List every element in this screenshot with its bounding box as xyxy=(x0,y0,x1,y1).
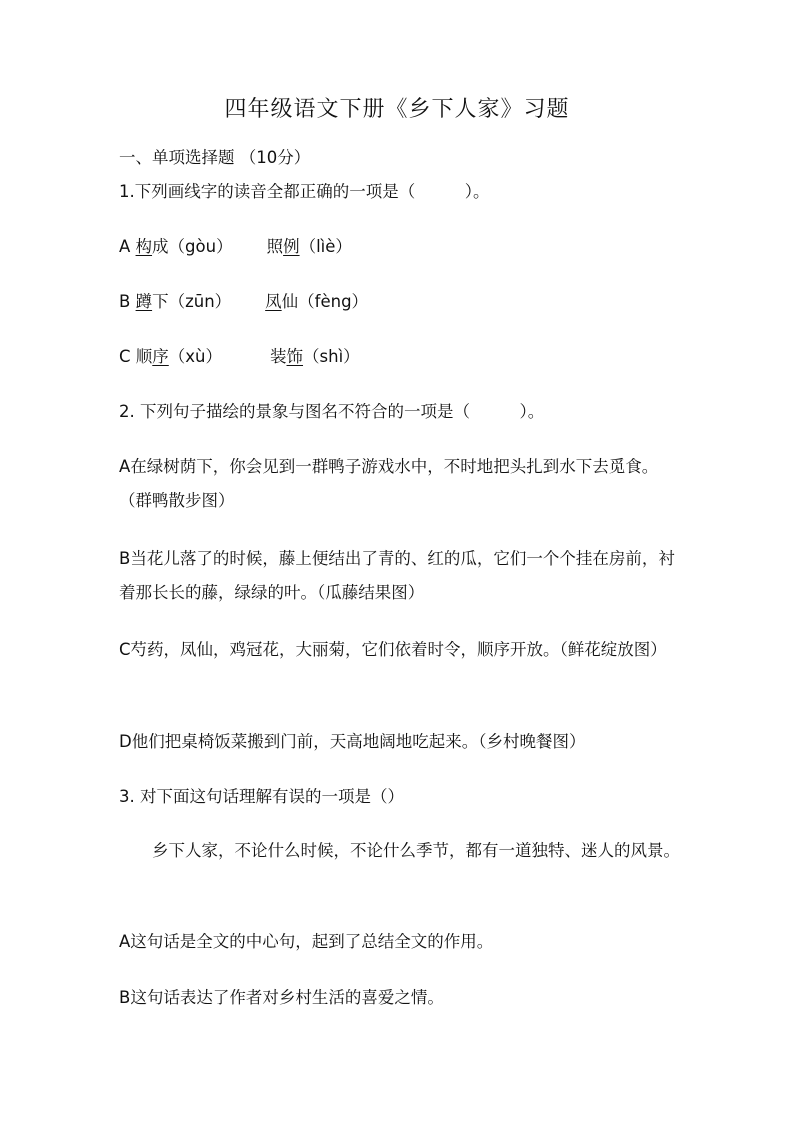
question-1-option-c: C 顺序（xù） 装饰（shì） xyxy=(119,347,360,366)
page-title: 四年级语文下册《乡下人家》习题 xyxy=(224,97,570,122)
question-3-quote: 乡下人家，不论什么时候，不论什么季节，都有一道独特、迷人的风景。 xyxy=(152,841,680,860)
question-3-option-b: B这句话表达了作者对乡村生活的喜爱之情。 xyxy=(119,988,444,1007)
underlined-char: 蹲 xyxy=(135,292,153,311)
question-1-stem: 1.下列画线字的读音全都正确的一项是（ ）。 xyxy=(119,182,490,201)
underlined-char: 饰 xyxy=(286,347,304,366)
underlined-char: 例 xyxy=(283,237,300,256)
question-2-option-b: B当花儿落了的时候，藤上便结出了青的、红的瓜，它们一个个挂在房前，衬着那长长的藤，绿绿的叶。（瓜藤结果图） xyxy=(119,549,675,602)
question-2-option-d: D他们把桌椅饭菜搬到门前，天高地阔地吃起来。（乡村晚餐图） xyxy=(119,732,586,751)
question-2-stem: 2. 下列句子描绘的景象与图名不符合的一项是（ ）。 xyxy=(119,402,545,421)
question-3-stem: 3. 对下面这句话理解有误的一项是（） xyxy=(119,787,404,806)
underlined-char: 凤 xyxy=(265,292,282,311)
question-3-option-a: A这句话是全文的中心句，起到了总结全文的作用。 xyxy=(119,932,494,951)
question-1-option-a: A 构成（gòu） 照例（lìè） xyxy=(119,237,352,256)
question-1-option-b: B 蹲下（zūn） 凤仙（fèng） xyxy=(119,292,369,311)
underlined-char: 序 xyxy=(152,347,169,366)
underlined-char: 构 xyxy=(135,237,153,256)
question-2-option-a: A在绿树荫下，你会见到一群鸭子游戏水中，不时地把头扎到水下去觅食。（群鸭散步图） xyxy=(119,457,659,510)
section-heading: 一、单项选择题 （10分） xyxy=(119,148,311,167)
question-2-option-c: C芍药，凤仙，鸡冠花，大丽菊，它们依着时令，顺序开放。（鲜花绽放图） xyxy=(119,640,667,659)
